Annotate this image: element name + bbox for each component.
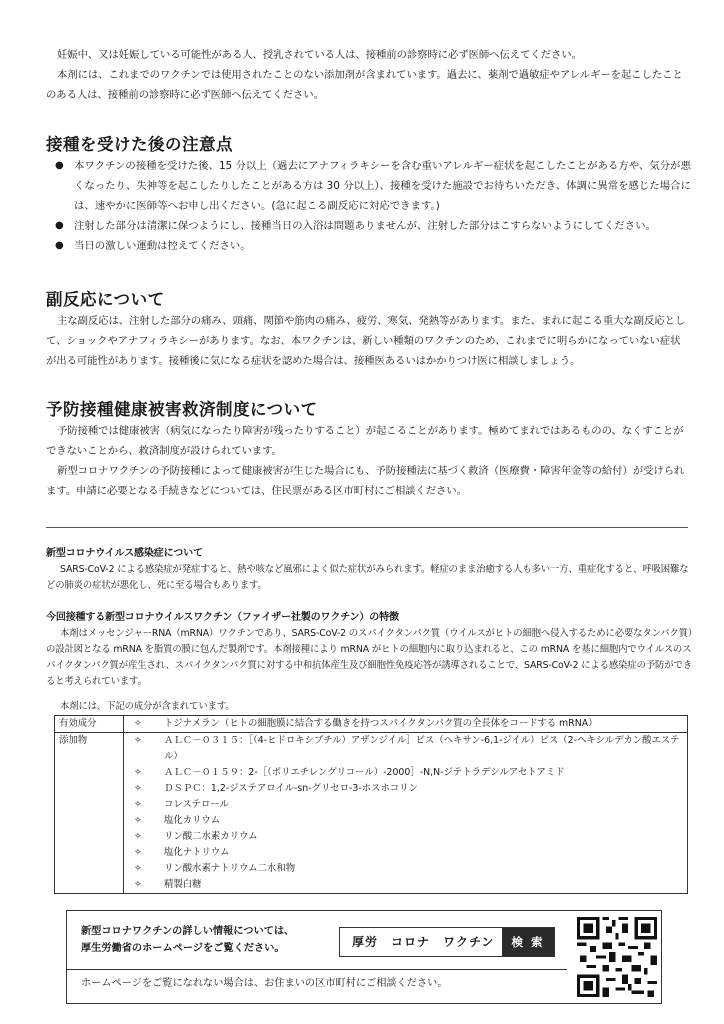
diamond-icon: ✧ (134, 847, 142, 858)
covid-info (46, 546, 696, 594)
relief (46, 421, 690, 501)
heading-after-vaccination: 接種を受けた後の注意点 (46, 135, 233, 154)
ingredients-intro-text: 本剤には、下記の成分が含まれています。 (60, 701, 235, 712)
diamond-icon: ✧ (134, 799, 142, 810)
ingredients-table (54, 715, 688, 894)
covid-title: 新型コロナウイルス感染症について (46, 548, 203, 559)
diamond-icon: ✧ (134, 879, 142, 890)
additive-item: リン酸水素ナトリウム二水和物 (164, 863, 296, 874)
qr-code-icon[interactable] (577, 915, 657, 999)
diamond-icon: ✧ (134, 831, 142, 842)
diamond-icon: ✧ (134, 718, 142, 729)
diamond-icon: ✧ (134, 815, 142, 826)
info-box (66, 910, 662, 1004)
additive-item: 精製白糖 (164, 879, 202, 890)
search-button[interactable]: 検 索 (502, 928, 554, 956)
active-cell (124, 716, 688, 733)
ingredients-intro (46, 699, 696, 715)
diamond-icon: ✧ (134, 863, 142, 874)
info-text (81, 923, 294, 957)
diamond-icon: ✧ (134, 783, 142, 794)
additive-item: ＤＳＰＣ：1,2-ジステアロイル-sn-グリセロ-3-ホスホコリン (164, 783, 419, 794)
diamond-icon: ✧ (134, 735, 142, 746)
intro-additives: 本剤には、これまでのワクチンでは使用されたことのない添加剤が含まれています。過去に、薬剤で過敏症やアレルギーを起こしたことのある人は、接種前の診察時に必ず医師へ伝えてください。 (46, 69, 683, 101)
table-row (55, 716, 688, 733)
after-item: ● 注射した部分は清潔に保つようにし、接種当日の入浴は問題ありませんが、注射した部分はこすらないようにしてください。 (46, 216, 696, 236)
vaccine-info (46, 610, 696, 690)
divider (46, 527, 688, 528)
info-line-1: 新型コロナワクチンの詳しい情報については、 (81, 926, 295, 937)
active-ingredient: トジナメラン（ヒトの細胞膜に結合する働きを持つスパイクタンパク質の全長体をコードする mRNA） (164, 718, 598, 729)
table-row (55, 733, 688, 894)
side-effects (46, 311, 690, 371)
relief-text-1: 予防接種では健康被害（病気になったり障害が残ったりすること）が起こることがあります。極めてまれではあるものの、なくすことができないことから、救済制度が設けられています。 (46, 425, 684, 457)
heading-relief: 予防接種健康被害救済制度について (46, 400, 318, 419)
box-divider (67, 969, 567, 970)
after-item: ● 当日の激しい運動は控えてください。 (46, 236, 696, 256)
covid-text: SARS-CoV-2 による感染症が発症すると、熱や咳など風邪によく似た症状がみられます。軽症のまま治癒する人も多い一方、重症化すると、呼吸困難などの肺炎の症状が悪化し、死に至る場合もあります。 (46, 564, 689, 591)
vaccine-title: 今回接種する新型コロナウイルスワクチン（ファイザー社製のワクチン）の特徴 (46, 612, 399, 623)
relief-text-2: 新型コロナワクチンの予防接種によって健康被害が生じた場合にも、予防接種法に基づく救済（医療費・障害年金等の給付）が受けられます。申請に必要となる手続きなどについては、住民票がある区市町村にご相談ください。 (46, 465, 685, 497)
additive-label: 添加物 (55, 733, 124, 894)
additive-item: 塩化ナトリウム (164, 847, 230, 858)
after-list (46, 156, 696, 256)
side-effects-text: 主な副反応は、注射した部分の痛み、頭痛、関節や筋肉の痛み、疲労、寒気、発熱等があります。また、まれに起こる重大な副反応として、ショックやアナフィラキシーがあります。なお、本ワクチンは、新しい種類のワクチンのため、これまでに明らかになっていない症状が出る可能性があります。接種後に気になる症状を認めた場合は、接種医あるいはかかりつけ医に相談しましょう。 (46, 315, 686, 367)
fallback-text: ホームページをご覧になれない場合は、お住まいの区市町村にご相談ください。 (81, 978, 448, 989)
diamond-icon: ✧ (134, 767, 142, 778)
search-query[interactable]: 厚労 コロナ ワクチン (352, 935, 495, 949)
additive-item: 塩化カリウム (164, 815, 221, 826)
additive-item: ＡＬＣ－０１５９：2-［（ポリエチレングリコール）-2000］-N,N-ジテトラデシルアセトアミド (164, 767, 565, 778)
vaccine-text: 本剤はメッセンジャーRNA（mRNA）ワクチンであり、SARS-CoV-2 のスパイクタンパク質（ウイルスがヒトの細胞へ侵入するために必要なタンパク質）の設計図となる mRNA を脂質の膜に包んだ製剤です。本剤接種により mRNA がヒトの細胞内に取り込まれると、この mRNA を基に細胞内でウイルスのスパイクタンパク質が産生され、スパイクタンパク質に対する中和抗体産生及び細胞性免疫応答が誘導されることで、SARS-CoV-2 による感染症の予防ができると考えられています。 (46, 628, 693, 687)
after-item: ● 本ワクチンの接種を受けた後、15 分以上（過去にアナフィラキシーを含む重いアレルギー症状を起こしたことがある方や、気分が悪くなったり、失神等を起こしたりしたことがある方は 30 分以上）、接種を受けた施設でお待ちいただき、体調に異常を感じた場合には、速やかに医師等へお申し出ください。(急に起こる副反応に対応できます。) (46, 156, 696, 216)
intro-pregnancy: 妊娠中、又は妊娠している可能性がある人、授乳されている人は、接種前の診察時に必ず医師へ伝えてください。 (57, 49, 582, 61)
additive-cell (124, 733, 688, 894)
additive-item: リン酸二水素カリウム (164, 831, 258, 842)
info-line-2: 厚生労働省のホームページをご覧ください。 (81, 943, 285, 954)
heading-side-effects: 副反応について (46, 290, 165, 309)
active-label: 有効成分 (55, 716, 124, 733)
additive-item: コレステロール (164, 799, 229, 810)
additive-item: ＡＬＣ－０３１５：［（4-ヒドロキシブチル）アザンジイル］ビス（ヘキサン-6,1-ジイル）ビス（2-ヘキシルデカン酸エステル） (164, 735, 680, 762)
search-box[interactable] (339, 927, 555, 957)
intro (46, 45, 690, 105)
